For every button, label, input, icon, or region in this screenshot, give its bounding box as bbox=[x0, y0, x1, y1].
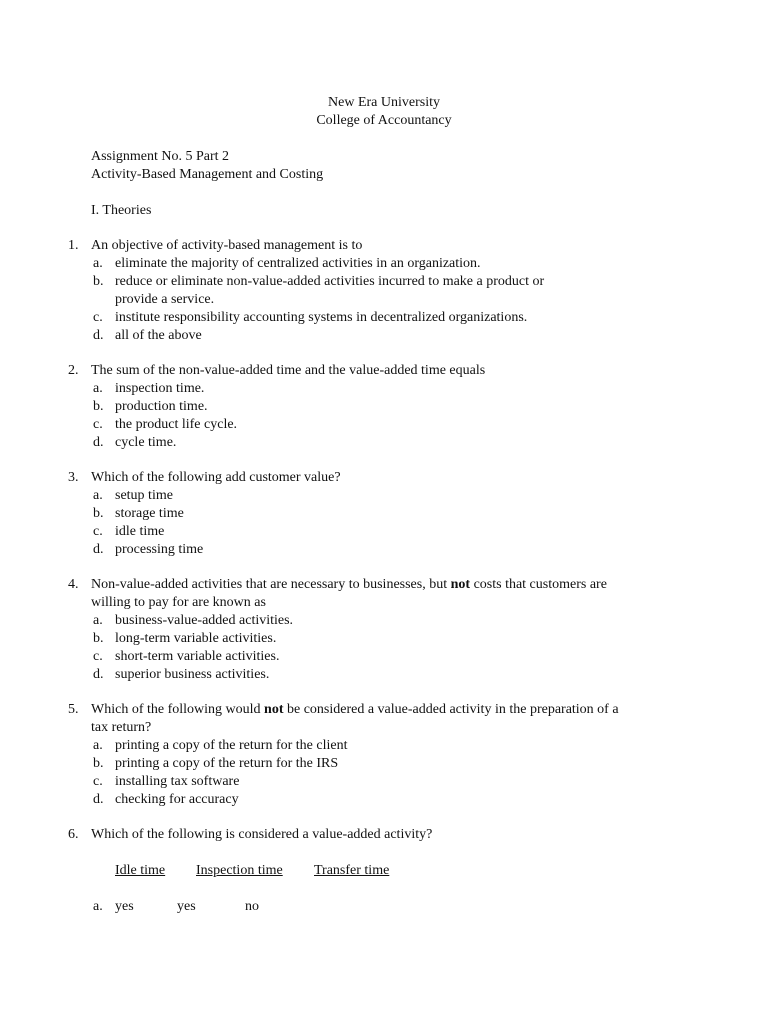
option-text: cycle time. bbox=[115, 435, 177, 450]
question-text-continued: tax return? bbox=[91, 720, 152, 735]
option-text: short-term variable activities. bbox=[115, 649, 280, 664]
option-letter: a. bbox=[93, 381, 103, 396]
question-number: 4. bbox=[68, 577, 79, 592]
answer-cell: yes bbox=[177, 899, 196, 914]
question-text bbox=[91, 701, 619, 719]
option-letter: c. bbox=[93, 774, 103, 789]
option-text: idle time bbox=[115, 524, 165, 539]
question-text bbox=[91, 576, 607, 594]
column-header: Transfer time bbox=[314, 863, 390, 878]
option-letter: b. bbox=[93, 756, 104, 771]
option-letter: b. bbox=[93, 631, 104, 646]
option-letter: b. bbox=[93, 399, 104, 414]
college-name: College of Accountancy bbox=[316, 113, 452, 128]
question-number: 3. bbox=[68, 470, 79, 485]
question-text-continued: willing to pay for are known as bbox=[91, 595, 266, 610]
assignment-subject: Activity-Based Management and Costing bbox=[91, 167, 324, 182]
option-letter: d. bbox=[93, 667, 104, 682]
question-number: 6. bbox=[68, 827, 79, 842]
option-text: long-term variable activities. bbox=[115, 631, 277, 646]
option-text-continued: provide a service. bbox=[115, 292, 215, 307]
option-letter: c. bbox=[93, 310, 103, 325]
question-number: 5. bbox=[68, 702, 79, 717]
option-letter: c. bbox=[93, 524, 103, 539]
option-letter: c. bbox=[93, 417, 103, 432]
option-letter: d. bbox=[93, 435, 104, 450]
option-text: all of the above bbox=[115, 328, 202, 343]
option-letter: d. bbox=[93, 328, 104, 343]
question-text: The sum of the non-value-added time and the value-added time equals bbox=[91, 363, 486, 378]
emphasis-not: not bbox=[264, 702, 284, 717]
option-letter: d. bbox=[93, 792, 104, 807]
question-text: An objective of activity-based management is to bbox=[91, 238, 363, 253]
option-letter: a. bbox=[93, 899, 103, 914]
option-text: eliminate the majority of centralized activities in an organization. bbox=[115, 256, 481, 271]
emphasis-not: not bbox=[450, 577, 471, 592]
question-text-part: Non-value-added activities that are necessary to businesses, but bbox=[91, 577, 451, 592]
option-letter: b. bbox=[93, 506, 104, 521]
answer-cell: yes bbox=[115, 899, 134, 914]
option-letter: a. bbox=[93, 488, 103, 503]
option-text: superior business activities. bbox=[115, 667, 270, 682]
university-name: New Era University bbox=[328, 95, 440, 110]
section-heading: I. Theories bbox=[91, 203, 152, 218]
column-header: Inspection time bbox=[196, 863, 283, 878]
option-letter: b. bbox=[93, 274, 104, 289]
option-text: institute responsibility accounting systems in decentralized organizations. bbox=[115, 310, 528, 325]
question-text-part: Which of the following would bbox=[91, 702, 265, 717]
assignment-title: Assignment No. 5 Part 2 bbox=[91, 149, 230, 164]
option-text: production time. bbox=[115, 399, 208, 414]
option-text: reduce or eliminate non-value-added activities incurred to make a product or bbox=[115, 274, 545, 289]
option-text: storage time bbox=[115, 506, 184, 521]
option-text: processing time bbox=[115, 542, 204, 557]
question-number: 1. bbox=[68, 238, 79, 253]
question-text: Which of the following is considered a value-added activity? bbox=[91, 827, 433, 842]
option-letter: a. bbox=[93, 738, 103, 753]
question-text-part: be considered a value-added activity in the preparation of a bbox=[283, 702, 619, 717]
option-text: business-value-added activities. bbox=[115, 613, 294, 628]
option-letter: a. bbox=[93, 613, 103, 628]
option-text: printing a copy of the return for the IRS bbox=[115, 756, 339, 771]
option-text: the product life cycle. bbox=[115, 417, 238, 432]
option-text: inspection time. bbox=[115, 381, 205, 396]
option-text: checking for accuracy bbox=[115, 792, 239, 807]
answer-cell: no bbox=[245, 899, 259, 914]
question-text: Which of the following add customer value? bbox=[91, 470, 341, 485]
column-header: Idle time bbox=[115, 863, 166, 878]
option-letter: a. bbox=[93, 256, 103, 271]
question-number: 2. bbox=[68, 363, 79, 378]
option-letter: c. bbox=[93, 649, 103, 664]
option-text: installing tax software bbox=[115, 774, 240, 789]
option-text: printing a copy of the return for the client bbox=[115, 738, 348, 753]
question-text-part: costs that customers are bbox=[470, 577, 607, 592]
option-letter: d. bbox=[93, 542, 104, 557]
option-text: setup time bbox=[115, 488, 173, 503]
